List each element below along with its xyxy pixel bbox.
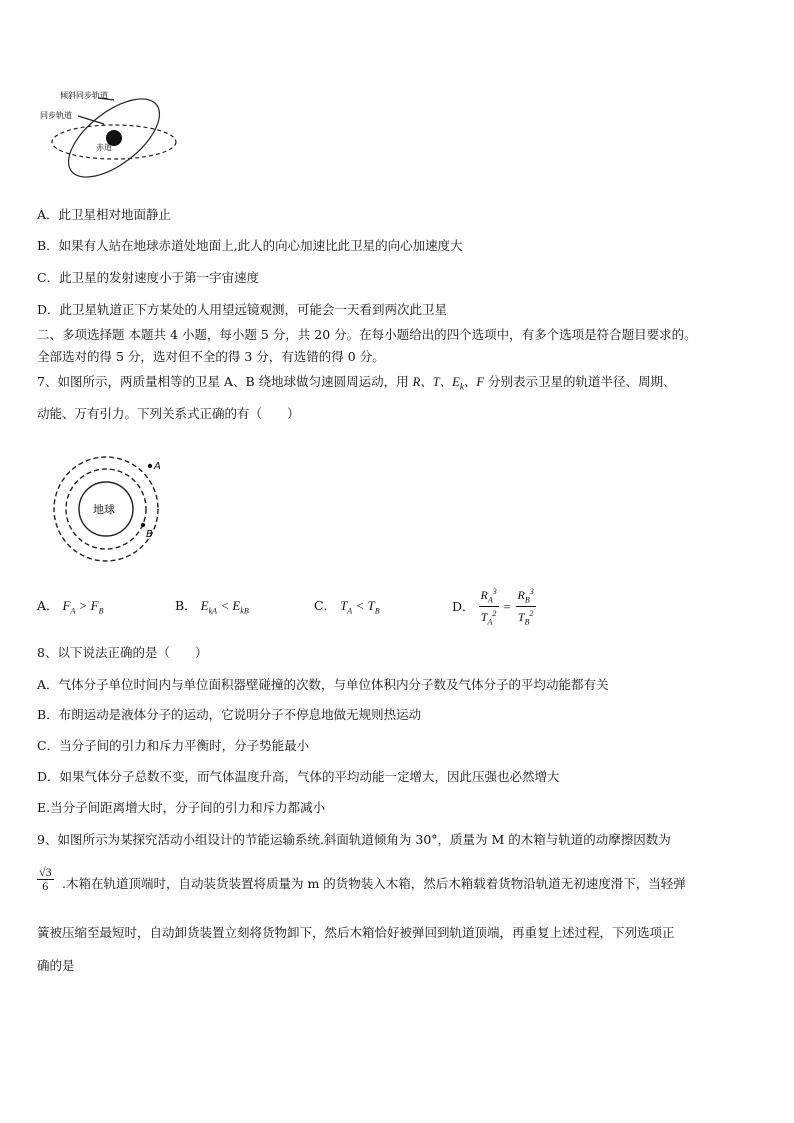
q9-stem-line1: 9、如图所示为某探究活动小组设计的节能运输系统.斜面轨道倾角为 30°，质量为 M 的木箱与轨道的动摩擦因数为 [37, 832, 671, 847]
section2-heading-line1: 二、多项选择题 本题共 4 小题，每小题 5 分，共 20 分。在每小题给出的四个选项中，有多个选项是符合题目要求的。 [37, 327, 697, 342]
label-a: A [154, 461, 161, 472]
q7-option-d: D． $\frac{R_A^3}{T_A^2}$ = $\frac{R_B^3}{T_B^2}$ [452, 587, 534, 627]
satellite-b [141, 523, 145, 527]
q8-option-d: D．如果气体分子总数不变，而气体温度升高，气体的平均动能一定增大，因此压强也必然增大 [37, 769, 560, 784]
label-b: B [146, 529, 153, 540]
satellite-a [148, 464, 152, 468]
q6-option-c: C．此卫星的发射速度小于第一宇宙速度 [37, 270, 260, 285]
earth-label: 地球 [93, 503, 115, 516]
q8-option-e: E.当分子间距离增大时，分子间的引力和斥力都减小 [37, 800, 326, 815]
q7-option-b: B． $E_{kA} < E_{kB}$ [175, 598, 249, 616]
q7-stem-line2: 动能、万有引力。下列关系式正确的有（ ） [37, 406, 300, 421]
q6-option-b: B．如果有人站在地球赤道处地面上,此人的向心加速比此卫星的向心加速度大 [37, 238, 463, 253]
q8-option-b: B．布朗运动是液体分子的运动，它说明分子不停息地做无规则热运动 [37, 707, 422, 722]
label-equator: 赤道 [96, 143, 112, 152]
q9-mu-fraction: $\frac{√3}{6}$ [39, 865, 52, 893]
q6-option-d: D．此卫星轨道正下方某处的人用望远镜观测，可能会一天看到两次此卫星 [37, 302, 448, 317]
orbit-figure [38, 86, 178, 191]
label-inclined-orbit: 倾斜同步轨道 [60, 91, 108, 100]
q9-stem-line2: .木箱在轨道顶端时，自动装货装置将质量为 m 的货物装入木箱，然后木箱载着货物沿轨道无初速度滑下，当轻弹 [62, 876, 686, 891]
fraction-ra-ta: $\frac{R_A^3}{T_A^2}$ [480, 587, 497, 627]
earth-orbits-figure [40, 452, 175, 567]
q7-stem-line1: 7、如图所示，两质量相等的卫星 A、B 绕地球做匀速圆周运动，用 R、T、$E_k$、F 分别表示卫星的轨道半径、周期、 [37, 374, 676, 392]
section2-heading-line2: 全部选对的得 5 分，选对但不全的得 3 分，有选错的得 0 分。 [37, 349, 385, 364]
q8-option-a: A．气体分子单位时间内与单位面积器壁碰撞的次数，与单位体积内分子数及气体分子的平均动能都有关 [37, 677, 609, 692]
q6-option-a: A．此卫星相对地面静止 [37, 207, 172, 222]
q7-option-a: A． $F_A > F_B$ [37, 598, 104, 616]
q9-stem-line4: 确的是 [37, 958, 75, 973]
q8-option-c: C．当分子间的引力和斥力平衡时，分子势能最小 [37, 738, 310, 753]
q9-stem-line3: 簧被压缩至最短时，自动卸货装置立刻将货物卸下，然后木箱恰好被弹回到轨道顶端，再重复上述过程，下列选项正 [37, 925, 675, 940]
q7-option-c: C． $T_A < T_B$ [314, 598, 380, 616]
label-sync-orbit: 同步轨道 [40, 111, 72, 120]
fraction-rb-tb: $\frac{R_B^3}{T_B^2}$ [517, 587, 534, 627]
q8-stem: 8、以下说法正确的是（ ） [37, 645, 208, 660]
